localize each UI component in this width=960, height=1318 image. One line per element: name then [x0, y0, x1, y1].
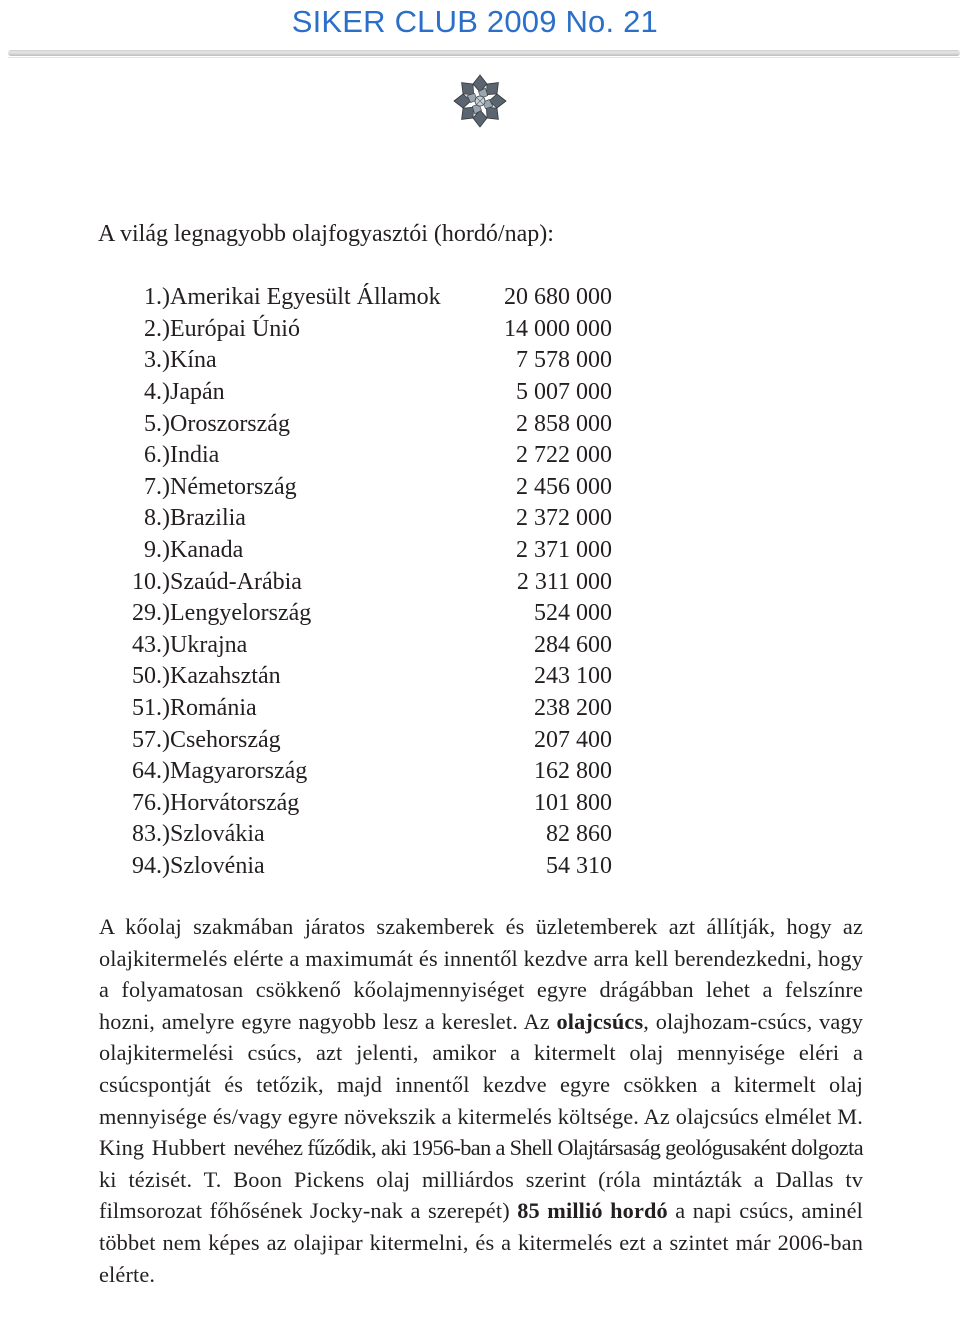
ranking-value: 162 800 — [534, 758, 612, 785]
ranking-row — [100, 693, 620, 725]
ranking-row — [100, 598, 620, 630]
ranking-country: Szaúd-Arábia — [170, 568, 302, 595]
ranking-row — [100, 630, 620, 662]
ranking-row — [100, 851, 620, 883]
ranking-rank: 2.) — [144, 315, 170, 342]
ranking-country: Magyarország — [170, 758, 308, 785]
paragraph-olajcsucs-start: Az — [523, 1008, 557, 1034]
ranking-row — [100, 314, 620, 346]
ranking-country: Horvátország — [170, 789, 300, 816]
header-title: SIKER CLUB 2009 No. 21 — [291, 4, 658, 39]
ranking-row — [100, 440, 620, 472]
ranking-country: Lengyelország — [170, 600, 312, 627]
ranking-value: 82 860 — [546, 821, 612, 848]
ranking-rank: 51.) — [132, 695, 170, 722]
ranking-value: 243 100 — [534, 663, 612, 690]
ranking-rank: 83.) — [132, 821, 170, 848]
ranking-row — [100, 756, 620, 788]
ranking-row — [100, 819, 620, 851]
ranking-country: Kanada — [170, 537, 244, 564]
ranking-value: 7 578 000 — [516, 347, 612, 374]
ranking-rank: 76.) — [132, 789, 170, 816]
ranking-country: Szlovákia — [170, 821, 265, 848]
paragraph-hubbert-line: nevéhez fűződik, aki 1956-ban a Shell Olajtársaság geológusaként dolgozta — [233, 1135, 863, 1161]
ranking-rank: 4.) — [144, 379, 170, 406]
paragraph-conclusion: a napi csúcs, aminél többet nem képes az olajipar kitermelni, és a kitermelés ezt a szintet már 2006-ban elérte. — [99, 1198, 863, 1287]
ranking-value: 14 000 000 — [504, 315, 612, 342]
paragraph-olajcsucs-definition: , olajhozam-csúcs, vagy olajkitermelési csúcs, azt jelenti, amikor a kitermelt olaj mennyisége eléri a csúcspontját és tetőzik, majd innentől kezdve egyre csökken a kitermelt olaj mennyisége és/vagy egyre növekszik a kitermelés költsége. Az olajcsúcs elmélet M. King Hubbert — [99, 1008, 863, 1161]
ranking-row — [100, 535, 620, 567]
ranking-rank: 5.) — [144, 410, 170, 437]
ranking-value: 2 456 000 — [516, 473, 612, 500]
ranking-value: 2 372 000 — [516, 505, 612, 532]
ranking-value: 524 000 — [534, 600, 612, 627]
ranking-value: 2 311 000 — [516, 568, 612, 595]
ranking-row — [100, 661, 620, 693]
ranking-country: Németország — [170, 473, 297, 500]
ranking-row — [100, 472, 620, 504]
ranking-rank: 43.) — [132, 631, 170, 658]
ranking-rank: 64.) — [132, 758, 170, 785]
ranking-value: 54 310 — [546, 852, 612, 879]
ranking-country: India — [170, 442, 220, 469]
ranking-rank: 6.) — [144, 442, 170, 469]
term-olajcsucs: olajcsúcs — [556, 1008, 644, 1034]
ranking-rank: 10.) — [132, 568, 170, 595]
ranking-country: Amerikai Egyesült Államok — [170, 284, 441, 311]
paragraph-intro: A kőolaj szakmában járatos szakemberek és üzletemberek azt állítják, hogy az olajkitermelés elérte a maximumát és innentől kezdve arra kell berendezkedni, hogy a folyamatosan csökkenő kőolajmennyiséget egyre drágábban lehet a felszínre hozni, amelyre egyre nagyobb lesz a kereslet. — [99, 914, 863, 1034]
ranking-row — [100, 282, 620, 314]
ranking-row — [100, 408, 620, 440]
diamond-flower-logo-icon — [452, 73, 508, 129]
ranking-rank: 29.) — [132, 600, 170, 627]
ranking-value: 20 680 000 — [504, 284, 612, 311]
ranking-value: 238 200 — [534, 695, 612, 722]
body-paragraph — [99, 911, 863, 1290]
ranking-rank: 8.) — [144, 505, 170, 532]
ranking-value: 207 400 — [534, 726, 612, 753]
ranking-country: Románia — [170, 695, 257, 722]
ranking-row — [100, 377, 620, 409]
paragraph-pickens: ki tézisét. T. Boon Pickens olaj milliárdos szerint (róla mintázták a Dallas tv filmsorozat főhősének Jocky-nak a szerepét) — [99, 1166, 863, 1224]
ranking-country: Japán — [170, 379, 225, 406]
ranking-value: 5 007 000 — [516, 379, 612, 406]
ranking-country: Kazahsztán — [170, 663, 281, 690]
ranking-country: Brazilia — [170, 505, 246, 532]
ranking-value: 2 722 000 — [516, 442, 612, 469]
consumer-ranking-list — [100, 282, 620, 882]
ranking-rank: 57.) — [132, 726, 170, 753]
ranking-value: 101 800 — [534, 789, 612, 816]
ranking-rank: 9.) — [144, 537, 170, 564]
ranking-rank: 1.) — [144, 284, 170, 311]
ranking-country: Szlovénia — [170, 852, 265, 879]
ranking-country: Ukrajna — [170, 631, 248, 658]
ranking-value: 2 371 000 — [516, 537, 612, 564]
ranking-row — [100, 724, 620, 756]
ranking-rank: 94.) — [132, 852, 170, 879]
section-heading: A világ legnagyobb olajfogyasztói (hordó/nap): — [98, 221, 554, 247]
ranking-row — [100, 503, 620, 535]
ranking-value: 2 858 000 — [516, 410, 612, 437]
ranking-country: Oroszország — [170, 410, 290, 437]
ranking-rank: 7.) — [144, 473, 170, 500]
header-divider — [8, 50, 960, 56]
ranking-rank: 3.) — [144, 347, 170, 374]
ranking-value: 284 600 — [534, 631, 612, 658]
ranking-row — [100, 566, 620, 598]
ranking-country: Kína — [170, 347, 217, 374]
ranking-rank: 50.) — [132, 663, 170, 690]
ranking-row — [100, 788, 620, 820]
term-85-million-barrels: 85 millió hordó — [517, 1198, 668, 1224]
ranking-country: Európai Únió — [170, 315, 300, 342]
ranking-country: Csehország — [170, 726, 281, 753]
ranking-row — [100, 345, 620, 377]
